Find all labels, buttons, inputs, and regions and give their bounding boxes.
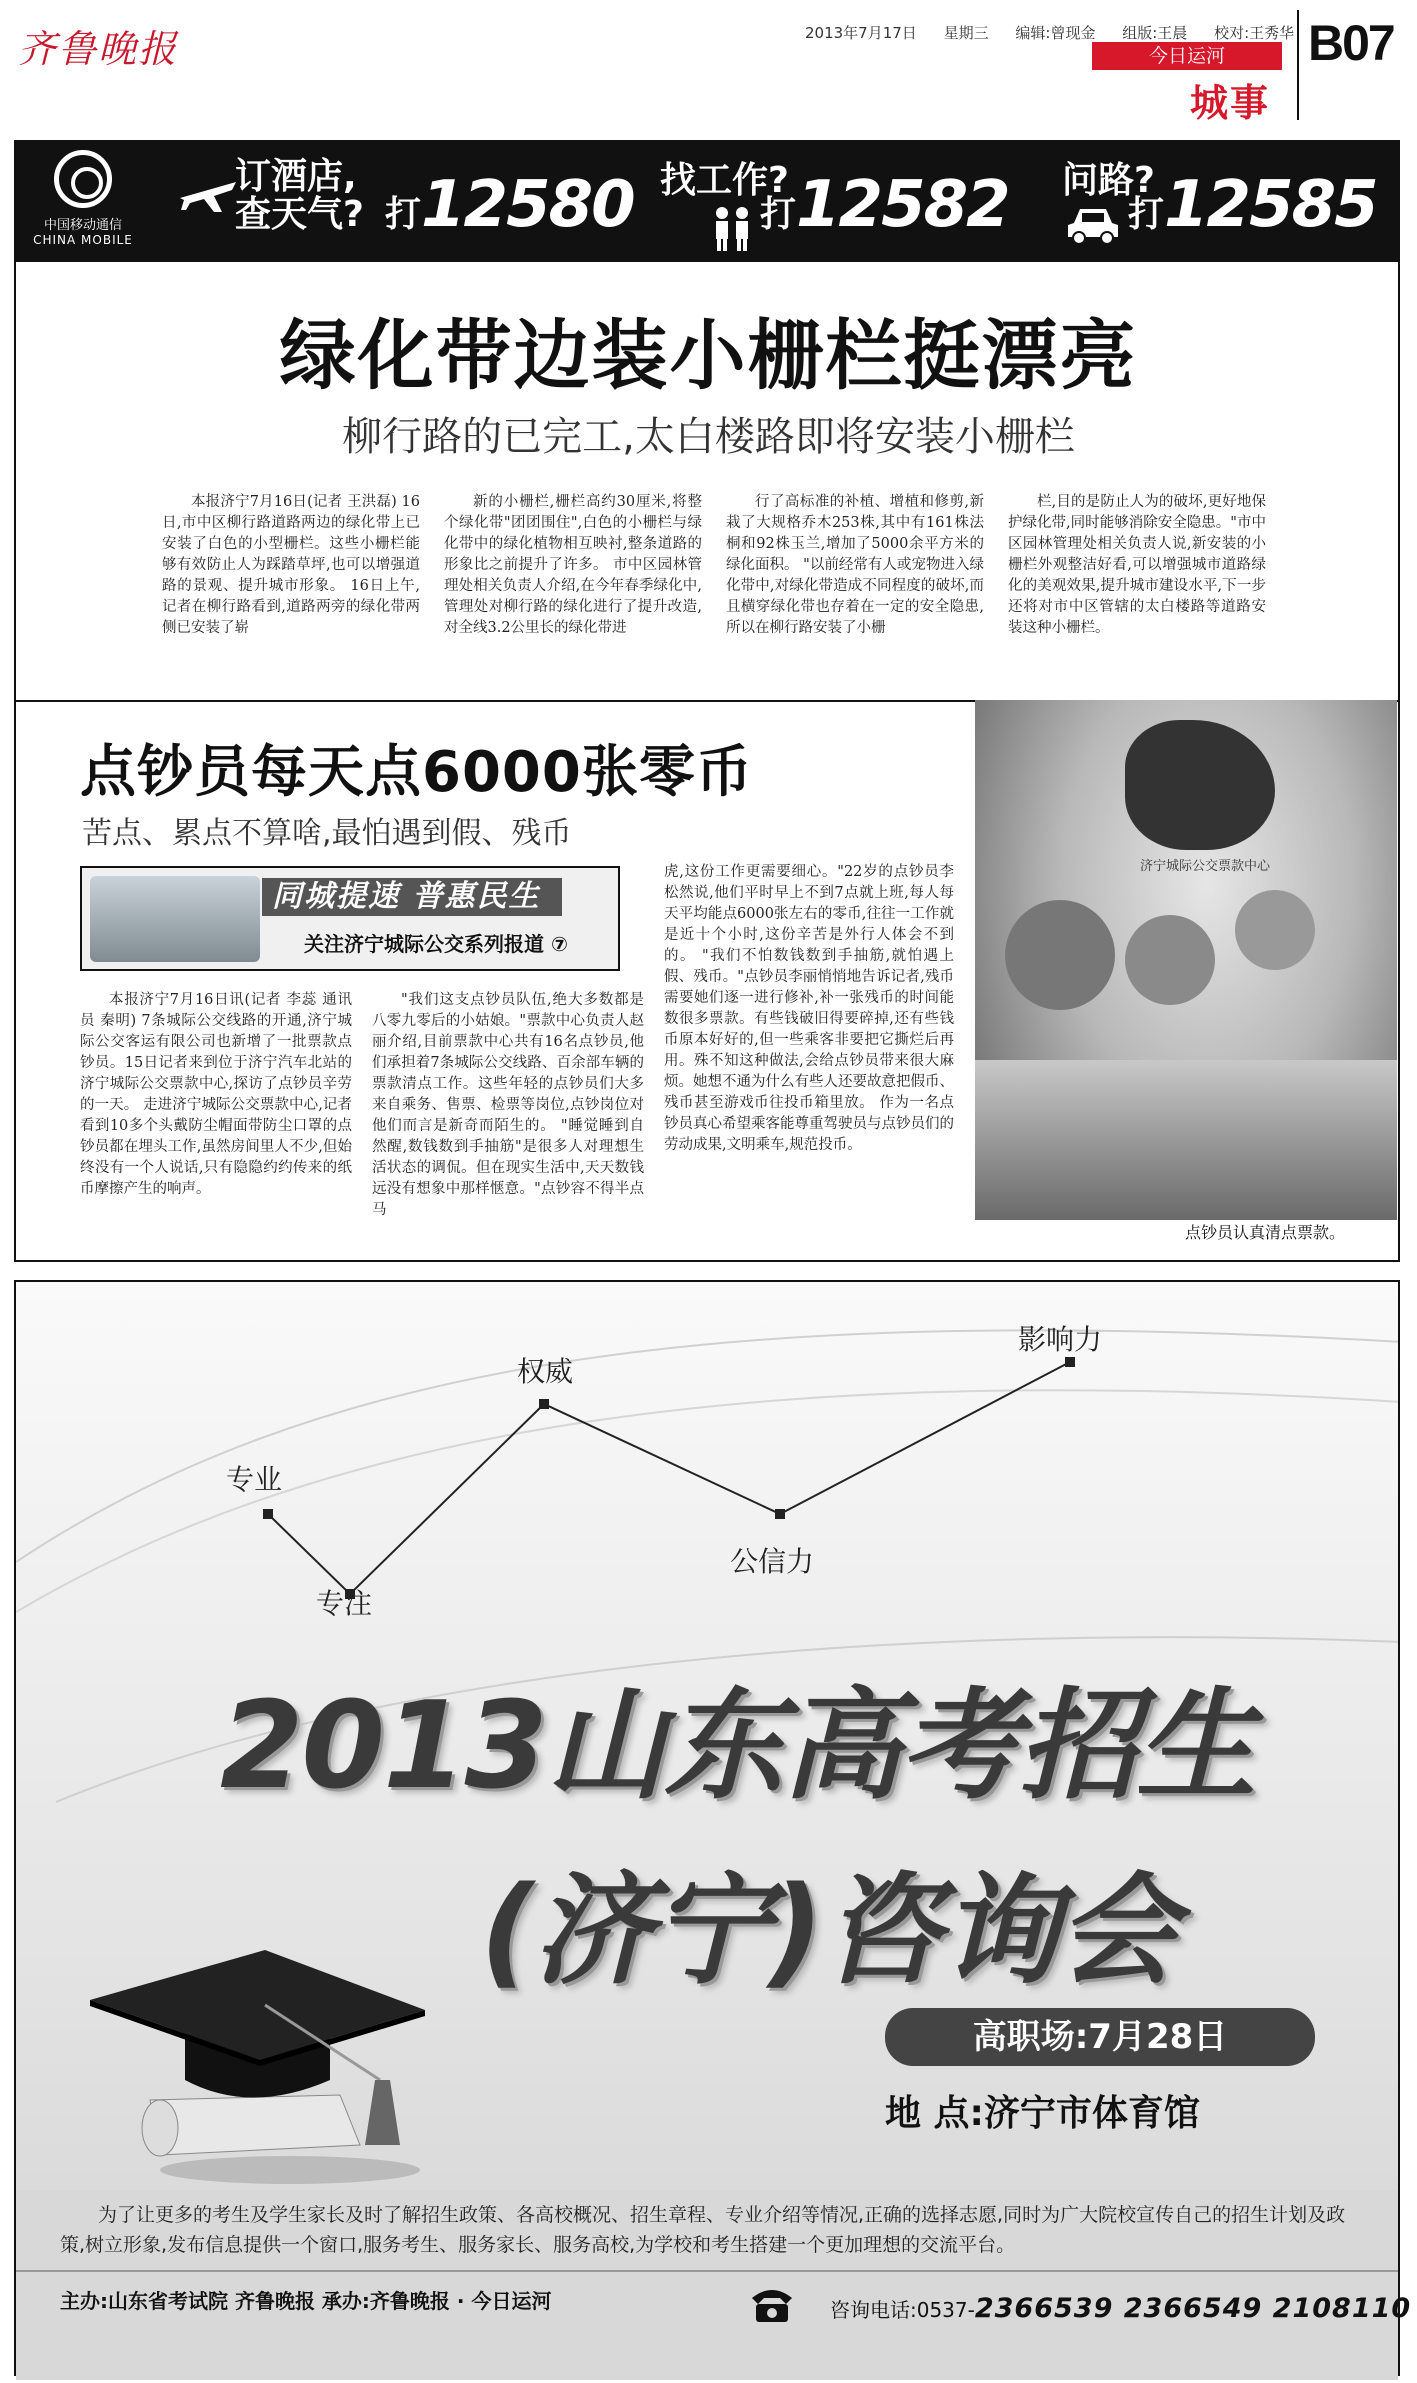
keyword-professional: 专业 [226,1463,283,1496]
bus-photo [90,876,260,962]
service-2-number: 12582 [796,168,1009,242]
brand-cn: 中国移动通信 [43,218,122,233]
series-title: 同城提速 普惠民生 [262,878,562,916]
service-3-dial [1128,168,1377,242]
worker-figure [1005,900,1115,1010]
service-3-line1: 问路? [1062,160,1155,201]
article2-col-3: 虎,这份工作更需要细心。"22岁的点钞员李松然说,他们平时早上不到7点就上班,每人每天平均能点6000张左右的零币,往往一工作就是近十个小时,这份辛苦是外行人体会不到的。 "我们不怕数钱数到手抽筋,就怕遇上假、残币。"点钞员李丽悄悄地告诉记者,残币需要她们逐一进行修补,补一张残币的时间能数很多票款。有些钱破旧得要碎掉,还有些钱币原本好好的,但一些乘客非要把它撕烂后再用。殊不知这种做法,会给点钞员带来很大麻烦。她想不通为什么有些人还要故意把假币、残币甚至游戏币往投币箱里放。 作为一名点钞员真心希望乘客能尊重驾驶员与点钞员们的劳动成果,文明乘车,规范投币。 [664,864,954,1153]
layout-credit: 组版:王晨 [1122,24,1188,42]
edition-tag: 今日运河 [1092,42,1282,70]
phone-numbers: 2366539 2366549 2108110 [974,2293,1412,2324]
airplane-icon [178,172,238,220]
issue-meta [805,22,1316,43]
proof-credit: 校对:王秀华 [1214,24,1295,42]
keyword-credibility: 公信力 [730,1545,815,1578]
section-title: 城事 [1190,81,1271,125]
article2-col-2: "我们这支点钞员队伍,绝大多数都是八零九零后的小姑娘。"票款中心负责人赵丽介绍,目前票款中心共有16名点钞员,他们承担着7条城际公交线路、百余部车辆的票款清点工作。这些年轻的点钞员们大多来自乘务、售票、检票等岗位,点钞岗位对他们而言是新奇而陌生的。 "睡觉睡到自然醒,数钱数到手抽筋"是很多人对理想生活状态的调侃。但在现实生活中,天天数钱远没有想象中那样惬意。"点钞容不得半点马 [372,992,644,1218]
ad-title-line1: 2013山东高考招生 [220,1677,1254,1816]
graduation-cap-icon [90,1930,430,2190]
editor: 编辑:曾现金 [1015,24,1096,42]
article1-subhead: 柳行路的已完工,太白楼路即将安装小栅栏 [342,414,1075,460]
phone-label: 咨询电话:0537- [830,2298,975,2322]
newspaper-logo: 齐鲁晚报 [18,27,179,71]
ad-title-line2: (济宁)咨询会 [480,1862,1176,2001]
service-3-da: 打 [1128,194,1165,235]
worker-figure [1235,890,1315,970]
phone-line [830,2293,1411,2324]
wall-map-graphic [1125,720,1275,850]
service-1-line2: 查天气? [235,194,364,235]
organizers: 主办:山东省考试院 齐鲁晚报 承办:齐鲁晚报 · 今日运河 [60,2289,552,2313]
info-text: 为了让更多的考生及学生家长及时了解招生政策、各高校概况、招生章程、专业介绍等情况,正确的选择志愿,同时为广大院校宣传自己的招生计划及政策,树立形象,发布信息提供一个窗口,服务考生、服务家长、服务高校,为学校和考生搭建一个更加理想的交流平台。 [60,2204,1346,2256]
keyword-authority: 权威 [517,1355,574,1388]
article1-headline: 绿化带边装小栅栏挺漂亮 [279,311,1138,400]
people-icon [708,205,758,255]
article1-col-3: 行了高标准的补植、增植和修剪,新栽了大规格乔木253株,其中有161株法桐和92株玉兰,增加了5000余平方米的绿化面积。 "以前经常有人或宠物进入绿化带中,对绿化带造成不同程度的破坏,而且横穿绿化带也存着在一定的安全隐患,所以在柳行路安装了小栅 [726,494,984,636]
china-mobile-logo-icon [54,150,112,208]
service-1-number: 12580 [421,168,634,242]
service-2-da: 打 [760,194,797,235]
china-mobile-logo [28,150,138,247]
telephone-icon [748,2284,796,2324]
service-1-dial [385,168,634,242]
footer-divider [16,2270,1398,2272]
service-2-dial [760,168,1009,242]
photo-wall-sign: 济宁城际公交票款中心 [1140,859,1271,874]
article2-headline: 点钞员每天点6000张零币 [80,740,753,805]
service-hotel-weather [235,158,364,234]
keyword-focus: 专注 [316,1587,373,1620]
header-divider [1297,10,1299,120]
brand-en: CHINA MOBILE [33,233,133,247]
article2-col-1: 本报济宁7月16日讯(记者 李蕊 通讯员 秦明) 7条城际公交线路的开通,济宁城际公交客运有限公司也新增了一批票款点钞员。15日记者来到位于济宁汽车北站的济宁城际公交票款中心,探访了点钞员辛劳的一天。 走进济宁城际公交票款中心,记者看到10多个头戴防尘帽面带防尘口罩的点钞员都在埋头工作,虽然房间里人不少,但始终没有一个人说话,只有隐隐约约传来的纸币摩擦产生的响声。 [80,992,352,1197]
keyword-influence: 影响力 [1018,1323,1103,1356]
date-badge: 高职场:7月28日 [885,2008,1315,2066]
service-2-line1: 找工作? [660,160,789,201]
page-number: B07 [1308,15,1394,71]
series-box [80,866,620,971]
service-3-number: 12585 [1164,168,1377,242]
counting-staff-photo [975,700,1397,1220]
venue-label: 地 点:济宁市体育馆 [885,2093,1200,2134]
service-1-line1: 订酒店, [235,156,357,197]
issue-date: 2013年7月17日 [805,24,917,42]
issue-weekday: 星期三 [943,24,989,42]
article1-col-4: 栏,目的是防止人为的破坏,更好地保护绿化带,同时能够消除安全隐患。"市中区园林管理处相关负责人说,新安装的小栅栏外观整洁好看,可以增强城市道路绿化的美观效果,提升城市建设水平,下一步还将对市中区管辖的太白楼路等道路安装这种小栅栏。 [1008,494,1266,636]
photo-caption: 点钞员认真清点票款。 [1185,1223,1346,1242]
article1-col-2: 新的小栅栏,栅栏高约30厘米,将整个绿化带"团团围住",白色的小栅栏与绿化带中的绿化植物相互映衬,整条道路的形象比之前提升了许多。 市中区园林管理处相关负责人介绍,在今年春季绿化中,管理处对柳行路的绿化进行了提升改造,对全线3.2公里长的绿化带进 [444,494,702,636]
series-subtitle: 关注济宁城际公交系列报道 ⑦ [304,932,568,956]
service-1-da: 打 [385,194,422,235]
article2-subhead: 苦点、累点不算啥,最怕遇到假、残币 [82,816,572,851]
desk-with-bills [975,1060,1397,1220]
article1-col-1: 本报济宁7月16日(记者 王洪磊) 16日,市中区柳行路道路两边的绿化带上已安装了白色的小型栅栏。这些小栅栏能够有效防止人为踩踏草坪,也可以增强道路的景观、提升城市形象。 16日上午,记者在柳行路看到,道路两旁的绿化带两侧已安装了崭 [162,494,420,636]
worker-figure [1125,915,1215,1005]
car-icon [1066,205,1120,249]
